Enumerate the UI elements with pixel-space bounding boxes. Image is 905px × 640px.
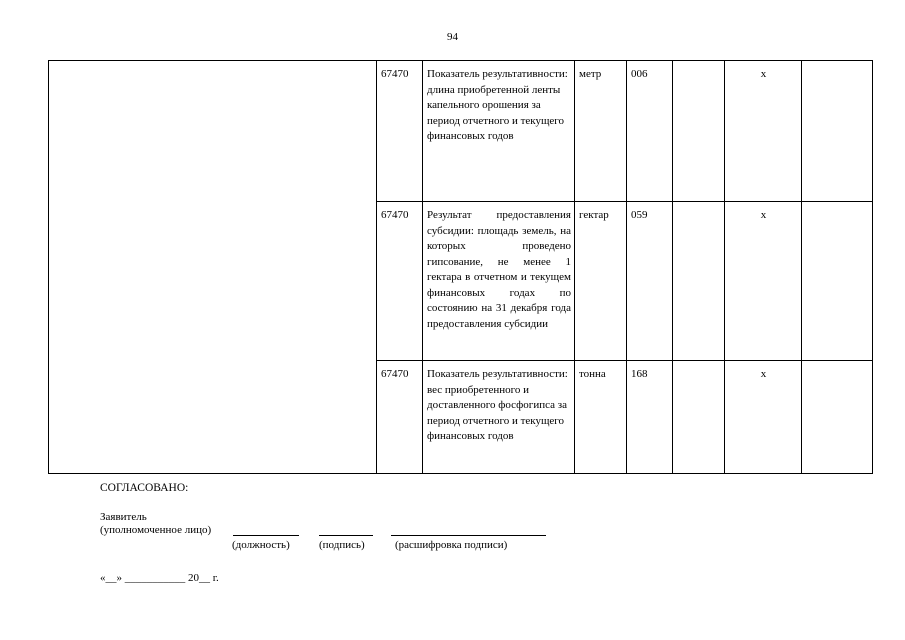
date-line: «__» ___________ 20__ г.: [100, 572, 219, 584]
decoding-line: [391, 535, 546, 536]
code-cell: 67470: [377, 61, 423, 202]
agreed-heading: СОГЛАСОВАНО:: [100, 482, 189, 494]
mark-cell: x: [725, 202, 802, 361]
okei-cell: 059: [627, 202, 673, 361]
mark-cell: x: [725, 361, 802, 474]
signature-line: [319, 535, 373, 536]
empty-cell: [673, 61, 725, 202]
unit-cell: метр: [575, 61, 627, 202]
indicators-table: [48, 60, 873, 474]
empty-cell: [802, 361, 873, 474]
signature-caption: (подпись): [319, 539, 365, 551]
okei-cell: 006: [627, 61, 673, 202]
unit-cell: гектар: [575, 202, 627, 361]
position-caption: (должность): [232, 539, 290, 551]
code-cell: 67470: [377, 202, 423, 361]
empty-cell: [673, 361, 725, 474]
page-number: 94: [447, 31, 458, 43]
applicant-label: Заявитель: [100, 511, 147, 523]
description-cell: Показатель результативности: длина приобретенной ленты капельного орошения за период отчетного и текущего финансовых годов: [423, 61, 575, 202]
empty-cell: [802, 202, 873, 361]
description-cell: Показатель результативности: вес приобретенного и доставленного фосфогипса за период отчетного и текущего финансовых годов: [423, 361, 575, 474]
empty-left-cell: [49, 61, 377, 474]
empty-cell: [673, 202, 725, 361]
position-line: [233, 535, 299, 536]
mark-cell: x: [725, 61, 802, 202]
authorized-person-label: (уполномоченное лицо): [100, 524, 212, 536]
okei-cell: 168: [627, 361, 673, 474]
table-row: [49, 61, 873, 202]
code-cell: 67470: [377, 361, 423, 474]
unit-cell: тонна: [575, 361, 627, 474]
empty-cell: [802, 61, 873, 202]
decoding-caption: (расшифровка подписи): [395, 539, 508, 551]
description-cell: Результат предоставления субсидии: площадь земель, на которых проведено гипсование, не менее 1 гектара в отчетном и текущем финансовых годах по состоянию на 31 декабря года предоставления субсидии: [423, 202, 575, 361]
